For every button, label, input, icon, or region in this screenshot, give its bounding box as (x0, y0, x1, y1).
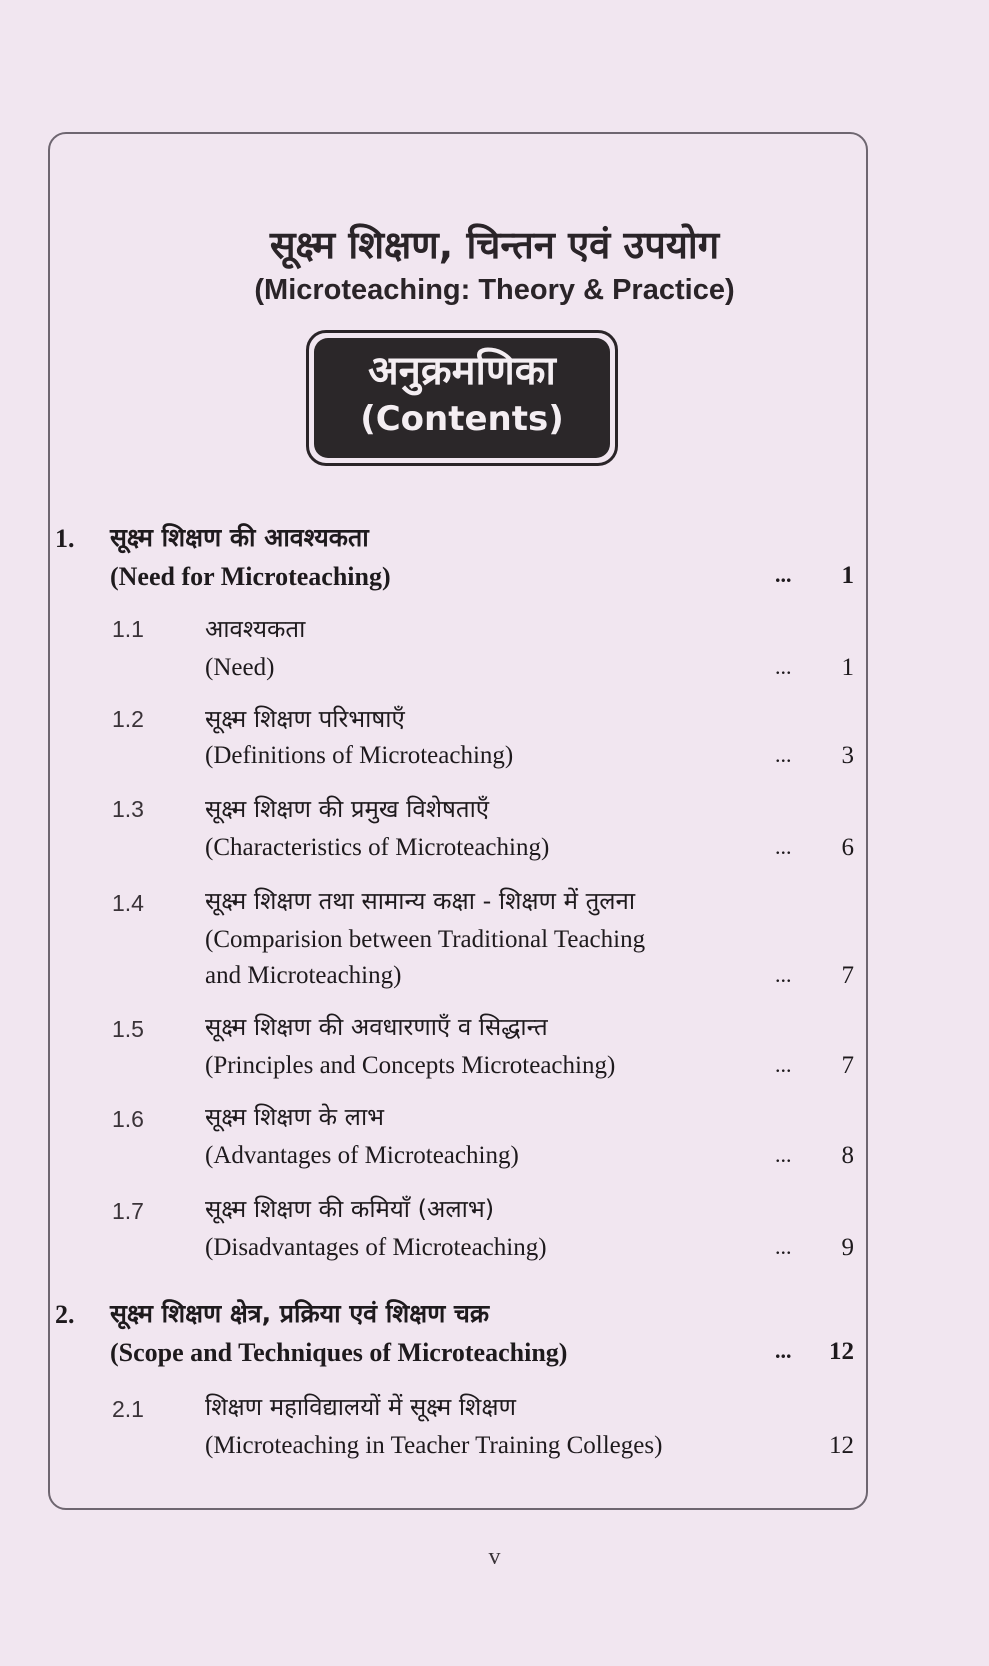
chapter-title-english: (Need for Microteaching) (110, 562, 391, 591)
dot-leader: ... (775, 742, 792, 767)
section-title-english: (Microteaching in Teacher Training Colleges) (205, 1432, 663, 1459)
section-number: 1.3 (112, 796, 144, 822)
contents-heading-plate (314, 338, 610, 458)
page-number: 3 (841, 742, 854, 769)
chapter-number: 1. (55, 524, 75, 553)
contents-heading-badge (306, 330, 618, 466)
contents-heading-hindi: अनुक्रमणिका (368, 348, 556, 394)
chapter-number: 2. (55, 1300, 75, 1329)
page-number: 12 (829, 1338, 854, 1365)
section-title-hindi: सूक्ष्म शिक्षण के लाभ (205, 1103, 385, 1131)
page-number: 7 (841, 962, 854, 989)
section-title-english: (Principles and Concepts Microteaching) (205, 1052, 616, 1079)
page-number: 6 (841, 834, 854, 861)
section-title-hindi: आवश्यकता (205, 615, 306, 643)
section-title-hindi: सूक्ष्म शिक्षण की कमियाँ (अलाभ) (205, 1195, 495, 1223)
section-title-hindi: सूक्ष्म शिक्षण तथा सामान्य कक्षा - शिक्षण में तुलना (205, 887, 636, 915)
section-number: 1.4 (112, 890, 144, 916)
contents-heading-english: (Contents) (360, 399, 564, 439)
chapter-title-hindi: सूक्ष्म शिक्षण क्षेत्र, प्रक्रिया एवं शिक्षण चक्र (110, 1299, 490, 1328)
chapter-title-english: (Scope and Techniques of Microteaching) (110, 1338, 568, 1367)
dot-leader: ... (775, 1234, 792, 1259)
book-title-hindi: सूक्ष्म शिक्षण, चिन्तन एवं उपयोग (269, 223, 720, 267)
dot-leader: ... (775, 1142, 792, 1167)
page-number: 12 (829, 1432, 854, 1459)
page-number: 1 (841, 562, 854, 589)
section-number: 1.2 (112, 706, 144, 732)
section-number: 1.5 (112, 1016, 144, 1042)
section-number: 1.6 (112, 1106, 144, 1132)
dot-leader: ... (775, 654, 792, 679)
section-number: 1.1 (112, 616, 144, 642)
page-number: 8 (841, 1142, 854, 1169)
page-number: 7 (841, 1052, 854, 1079)
chapter-title-hindi: सूक्ष्म शिक्षण की आवश्यकता (110, 523, 369, 552)
page-number: 1 (841, 654, 854, 681)
section-title-english: (Characteristics of Microteaching) (205, 834, 550, 861)
section-title-hindi: शिक्षण महाविद्यालयों में सूक्ष्म शिक्षण (205, 1393, 516, 1421)
dot-leader: ... (775, 562, 792, 587)
dot-leader: ... (775, 834, 792, 859)
section-title-english: (Comparision between Traditional Teaching (205, 926, 646, 953)
section-number: 2.1 (112, 1396, 144, 1422)
dot-leader: ... (775, 1338, 792, 1363)
book-title-english: (Microteaching: Theory & Practice) (254, 274, 735, 306)
page-folio: v (488, 1544, 501, 1570)
section-title-english: (Definitions of Microteaching) (205, 742, 514, 769)
section-title-hindi: सूक्ष्म शिक्षण की अवधारणाएँ व सिद्धान्त (205, 1013, 548, 1041)
page-number: 9 (841, 1234, 854, 1261)
section-title-english-line-2: and Microteaching) (205, 962, 402, 989)
section-title-english: (Need) (205, 654, 275, 681)
section-title-english: (Disadvantages of Microteaching) (205, 1234, 547, 1261)
dot-leader: ... (775, 962, 792, 987)
section-title-english: (Advantages of Microteaching) (205, 1142, 519, 1169)
section-title-hindi: सूक्ष्म शिक्षण परिभाषाएँ (205, 705, 405, 733)
section-number: 1.7 (112, 1198, 144, 1224)
section-title-hindi: सूक्ष्म शिक्षण की प्रमुख विशेषताएँ (205, 795, 490, 823)
dot-leader: ... (775, 1052, 792, 1077)
